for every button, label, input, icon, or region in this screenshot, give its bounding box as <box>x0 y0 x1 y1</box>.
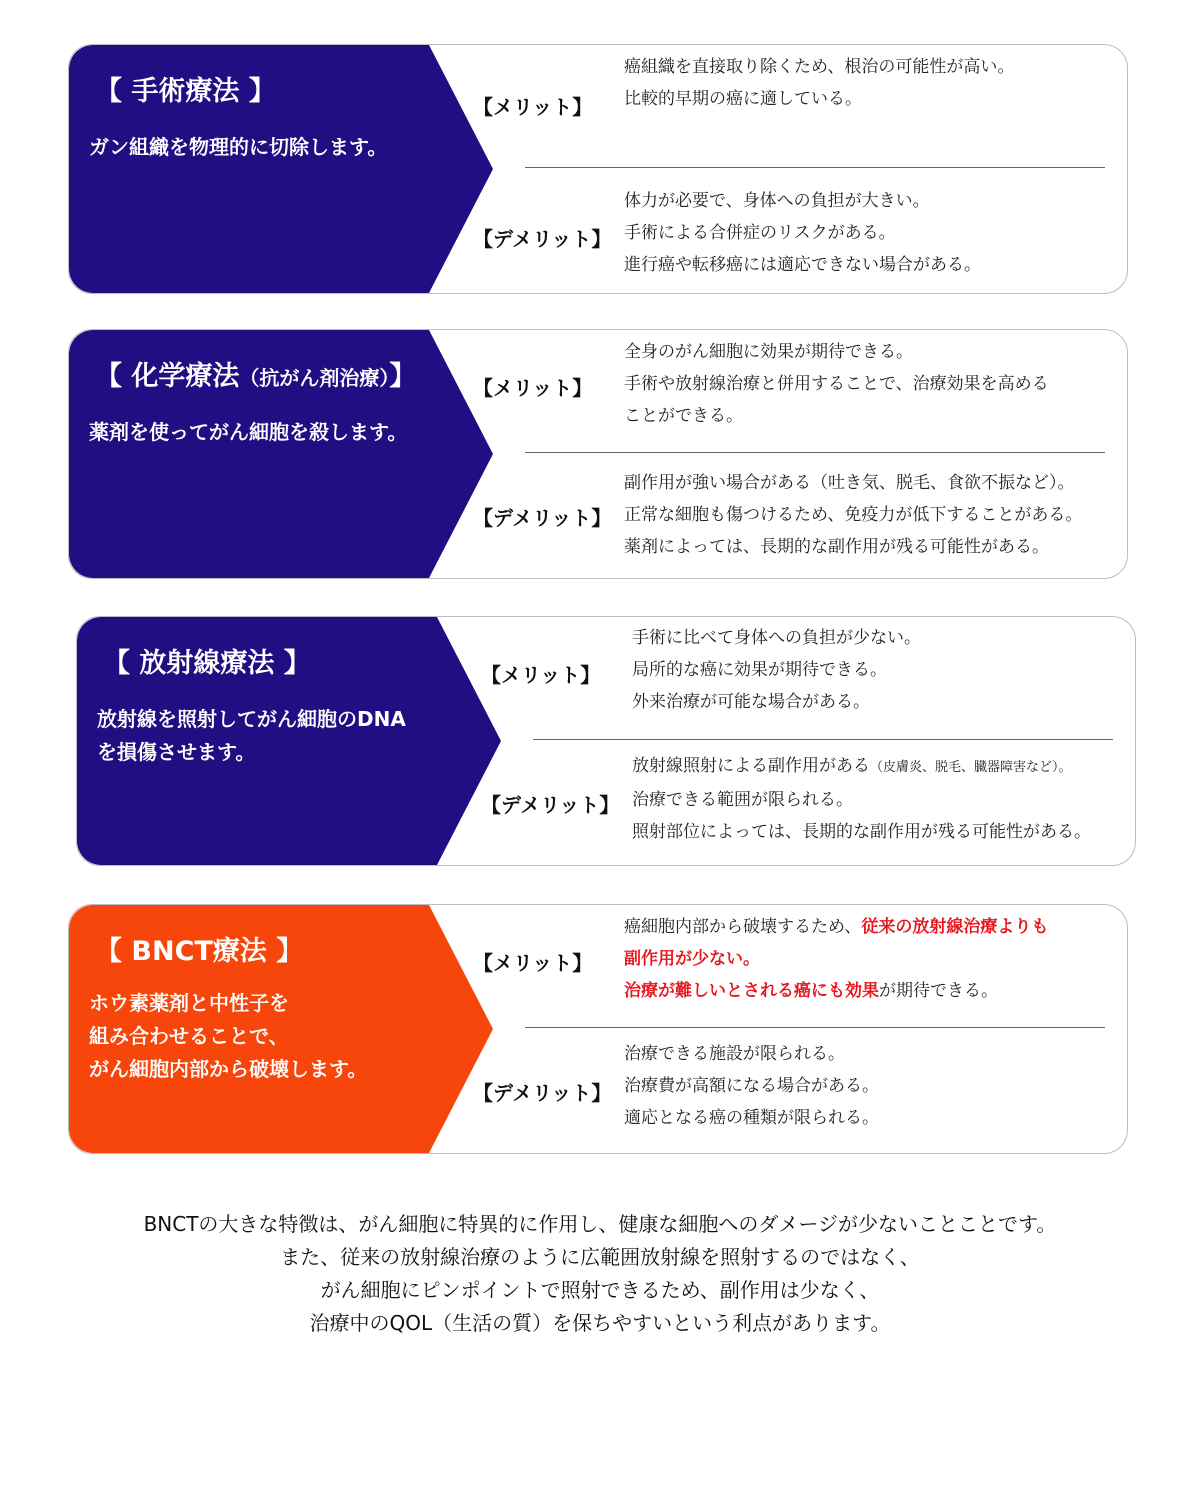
demerit-item: 適応となる癌の種類が限られる。 <box>624 1108 879 1128</box>
merit-item: 手術に比べて身体への負担が少ない。 <box>632 628 921 648</box>
radiation-banner <box>77 617 501 865</box>
divider <box>525 452 1105 453</box>
merit-label: 【メリット】 <box>481 663 601 687</box>
merit-label: 【メリット】 <box>473 951 593 975</box>
merit-item: 手術や放射線治療と併用することで、治療効果を高める <box>624 374 1049 394</box>
merit-item: ことができる。 <box>624 406 743 426</box>
summary-paragraph <box>0 1208 1200 1340</box>
merit-item: 局所的な癌に効果が期待できる。 <box>632 660 887 680</box>
radiation-description: 放射線を照射してがん細胞のDNA を損傷させます。 <box>97 707 406 764</box>
card-chemotherapy <box>68 329 1128 579</box>
demerit-item: 副作用が強い場合がある（吐き気、脱毛、食欲不振など）。 <box>624 473 1075 493</box>
demerit-item: 照射部位によっては、長期的な副作用が残る可能性がある。 <box>632 822 1091 842</box>
divider <box>525 1027 1105 1028</box>
card-bnct <box>68 904 1128 1154</box>
chemotherapy-description: 薬剤を使ってがん細胞を殺します。 <box>89 420 408 444</box>
merit-list <box>624 51 1014 115</box>
demerit-item: 薬剤によっては、長期的な副作用が残る可能性がある。 <box>624 537 1049 557</box>
divider <box>533 739 1113 740</box>
merit-item: 癌組織を直接取り除くため、根治の可能性が高い。 <box>624 57 1015 77</box>
merit-list <box>624 911 1048 1007</box>
chemotherapy-title: 【 化学療法（抗がん剤治療）】 <box>95 361 417 392</box>
divider <box>525 167 1105 168</box>
summary-line: 治療中のQOL（生活の質）を保ちやすいという利点があります。 <box>309 1311 891 1335</box>
merit-list <box>632 622 921 718</box>
summary-line: また、従来の放射線治療のように広範囲放射線を照射するのではなく、 <box>280 1245 920 1269</box>
demerit-label: 【デメリット】 <box>473 227 612 251</box>
demerit-label: 【デメリット】 <box>473 1081 612 1105</box>
demerit-item: 進行癌や転移癌には適応できない場合がある。 <box>624 255 981 275</box>
surgery-description: ガン組織を物理的に切除します。 <box>89 135 388 159</box>
demerit-list <box>632 750 1091 848</box>
merit-item: 治療が難しいとされる癌にも効果が期待できる。 <box>624 981 998 1001</box>
demerit-item: 手術による合併症のリスクがある。 <box>624 223 896 243</box>
merit-label: 【メリット】 <box>473 376 593 400</box>
demerit-item: 正常な細胞も傷つけるため、免疫力が低下することがある。 <box>624 505 1083 525</box>
merit-item: 全身のがん細胞に効果が期待できる。 <box>624 342 913 362</box>
demerit-list <box>624 1038 879 1134</box>
bnct-title: 【 BNCT療法 】 <box>95 936 304 967</box>
merit-item: 癌細胞内部から破壊するため、従来の放射線治療よりも <box>624 917 1049 937</box>
merit-list <box>624 336 1049 432</box>
surgery-title: 【 手術療法 】 <box>95 76 276 107</box>
card-surgery <box>68 44 1128 294</box>
demerit-label: 【デメリット】 <box>473 506 612 530</box>
demerit-item: 治療費が高額になる場合がある。 <box>624 1076 879 1096</box>
demerit-label: 【デメリット】 <box>481 793 620 817</box>
demerit-item: 体力が必要で、身体への負担が大きい。 <box>624 191 930 211</box>
bnct-description: ホウ素薬剤と中性子を 組み合わせることで、 がん細胞内部から破壊します。 <box>89 991 368 1081</box>
merit-item: 比較的早期の癌に適している。 <box>624 89 862 109</box>
merit-item: 外来治療が可能な場合がある。 <box>632 692 870 712</box>
surgery-banner <box>69 45 493 293</box>
radiation-title: 【 放射線療法 】 <box>103 648 311 679</box>
merit-item: 副作用が少ない。 <box>624 949 760 969</box>
chemotherapy-banner <box>69 330 493 578</box>
demerit-list <box>624 467 1082 563</box>
card-radiation <box>76 616 1136 866</box>
summary-line: BNCTの大きな特徴は、がん細胞に特異的に作用し、健康な細胞へのダメージが少ないことことです。 <box>143 1212 1057 1236</box>
bnct-banner <box>69 905 493 1153</box>
demerit-list <box>624 185 981 281</box>
demerit-item: 治療できる施設が限られる。 <box>624 1044 845 1064</box>
demerit-item: 治療できる範囲が限られる。 <box>632 790 853 810</box>
demerit-item: 放射線照射による副作用がある（皮膚炎、脱毛、臓器障害など）。 <box>632 756 1072 776</box>
summary-line: がん細胞にピンポイントで照射できるため、副作用は少なく、 <box>320 1278 880 1302</box>
merit-label: 【メリット】 <box>473 95 593 119</box>
